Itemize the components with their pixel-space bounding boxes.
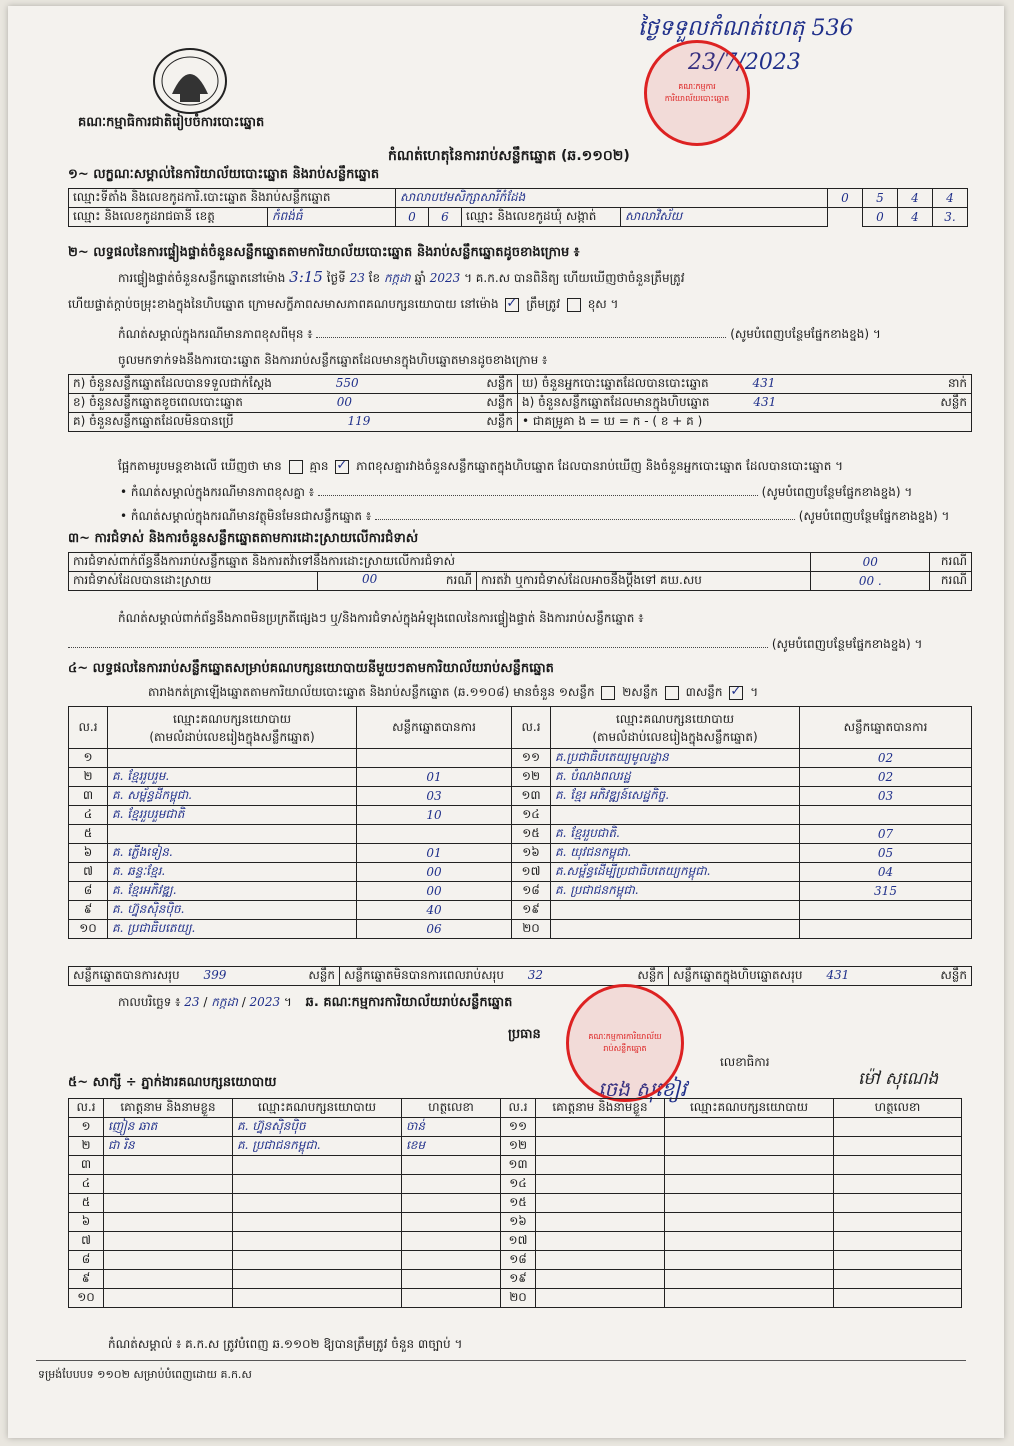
section-5-heading: ៥~ សាក្សី ÷ ភ្នាក់ងារគណបក្សនយោបាយ — [68, 1075, 277, 1090]
two-sheets-checkbox[interactable] — [665, 686, 679, 700]
witness-row — [69, 1251, 962, 1270]
date-year[interactable]: 2023 — [249, 995, 281, 1009]
station-code-4[interactable]: 4 — [933, 189, 968, 208]
witness-party[interactable] — [233, 1251, 402, 1270]
witness-no: ៣ — [69, 1156, 104, 1175]
witness-name[interactable] — [104, 1270, 233, 1289]
verify-time[interactable]: 3:15 — [289, 268, 323, 286]
party-votes[interactable] — [800, 806, 972, 825]
witness-name[interactable] — [104, 1156, 233, 1175]
witness-row — [69, 1232, 962, 1251]
witness-no: ១៤ — [501, 1175, 536, 1194]
party-votes[interactable]: 01 — [357, 768, 512, 787]
section-3-note-line: (សូមបំពេញបន្ថែមផ្នែកខាងខ្នង) ។ — [68, 636, 968, 654]
section-2-heading: ២~ លទ្ធផលនៃការផ្ទៀងផ្ទាត់ចំនួនសន្លឹកឆ្នោតតាមការិយាល័យបោះឆ្នោត និងរាប់សន្លឹកឆ្នោតដូចខាងក្រោម ៖ — [68, 245, 580, 260]
party-name[interactable]: គ. ឆន្ទៈខ្មែរ. — [108, 863, 357, 882]
party-name[interactable]: គ. ខ្មែររួបជាតិ. — [551, 825, 800, 844]
witness-row — [69, 1137, 962, 1156]
total-invalid[interactable]: 32 — [527, 968, 544, 982]
section-1-heading: ១~ លក្ខណៈសម្គាល់នៃការិយាល័យបោះឆ្នោត និងរាប់សន្លឹកឆ្នោត — [68, 167, 380, 182]
party-votes[interactable] — [800, 920, 972, 939]
witness-sig[interactable] — [402, 1251, 501, 1270]
committee-label: ឆ. គណៈកម្មការការិយាល័យរាប់សន្លឹកឆ្នោត — [305, 995, 513, 1010]
station-code-1[interactable]: 0 — [828, 189, 863, 208]
form-title: កំណត់ហេតុនៃការរាប់សន្លឹកឆ្នោត (ឆ.១១០២) — [388, 148, 630, 164]
witness-no: ១៨ — [501, 1251, 536, 1270]
witness-no: ២០ — [501, 1289, 536, 1308]
unused-ballots[interactable]: 119 — [347, 414, 371, 428]
witness-no: ១៣ — [501, 1156, 536, 1175]
party-row — [69, 749, 972, 768]
witness-no: ១២ — [501, 1137, 536, 1156]
witness-empty-cell[interactable] — [834, 1232, 962, 1251]
national-emblem-icon — [150, 46, 230, 116]
witness-empty-cell[interactable] — [536, 1194, 665, 1213]
witness-empty-cell[interactable] — [536, 1118, 665, 1137]
witness-name[interactable] — [104, 1232, 233, 1251]
verify-day[interactable]: 23 — [349, 271, 365, 285]
witness-sig[interactable] — [402, 1289, 501, 1308]
party-name[interactable]: គ. ប្រជាជនកម្ពុជា. — [551, 882, 800, 901]
witness-empty-cell[interactable] — [536, 1175, 665, 1194]
row-number: ៧ — [69, 863, 108, 882]
witness-name[interactable]: ញៀន ឆាត — [104, 1118, 233, 1137]
polling-station-label: ឈ្មោះទីតាំង និងលេខកូដការិ.បោះឆ្នោត និងរាប់សន្លឹកឆ្នោត — [69, 189, 396, 208]
row-number: ៦ — [69, 844, 108, 863]
witness-no: ១៩ — [501, 1270, 536, 1289]
difference-check-line: ផ្អែកតាមរូបមន្តខាងលើ ឃើញថា មាន គ្មាន ✓ ភាពខុសគ្នារវាងចំនួនសន្លឹកឆ្នោតក្នុងហិបឆ្នោត ដែលបានរាប់ឃើញ និងចំនួនអ្នកបោះឆ្នោត ដែលបានបោះឆ្នោត ។ — [118, 458, 843, 476]
party-votes[interactable]: 01 — [357, 844, 512, 863]
party-votes[interactable]: 10 — [357, 806, 512, 825]
witness-empty-cell[interactable] — [536, 1213, 665, 1232]
witness-name[interactable] — [104, 1213, 233, 1232]
witness-party[interactable] — [233, 1232, 402, 1251]
witness-row — [69, 1175, 962, 1194]
party-name[interactable]: គ. ខ្មែររួបរួមជាតិ — [108, 806, 357, 825]
row-number: ៤ — [69, 806, 108, 825]
witness-empty-cell[interactable] — [665, 1251, 834, 1270]
station-code-2[interactable]: 5 — [863, 189, 898, 208]
witness-empty-cell[interactable] — [834, 1194, 962, 1213]
witness-empty-cell[interactable] — [536, 1251, 665, 1270]
party-row — [69, 825, 972, 844]
ballot-counts-table: ក) ចំនួនសន្លឹកឆ្នោតដែលបានទទួលជាក់ស្ដែង 550 សន្លឹក ឃ) ចំនួនអ្នកបោះឆ្នោតដែលបានបោះឆ្នោត 431 នាក់ ខ) ចំនួនសន្លឹកឆ្នោតខូចពេលបោះឆ្នោត 00 សន្លឹក ង) ចំនួនសន្លឹកឆ្នោតដែលមានក្នុងហិបឆ្នោត 431 សន្លឹក គ) ចំនួនសន្លឹកឆ្នោតដែលមិនបានប្រើ 119 សន្លឹក • ជាគម្រូគា ង = ឃ = ក - ( ខ + គ ) — [68, 374, 972, 432]
party-votes[interactable]: 07 — [800, 825, 972, 844]
witness-sig[interactable] — [402, 1213, 501, 1232]
commune-code-2[interactable]: 4 — [898, 208, 933, 227]
witness-sig[interactable] — [402, 1156, 501, 1175]
received-ballots[interactable]: 550 — [335, 376, 359, 390]
witness-empty-cell[interactable] — [665, 1137, 834, 1156]
chair-signature[interactable]: ចេង សុខៀវ — [598, 1077, 687, 1101]
witness-empty-cell[interactable] — [834, 1118, 962, 1137]
witness-sig[interactable] — [402, 1232, 501, 1251]
difference-note-line: កំណត់សម្គាល់ក្នុងករណីមានភាពខុសពីមុន ៖ (សូមបំពេញបន្ថែមផ្នែកខាងខ្នង) ។ — [118, 327, 881, 341]
party-votes[interactable]: 03 — [800, 787, 972, 806]
row-number: ៨ — [69, 882, 108, 901]
witness-empty-cell[interactable] — [536, 1289, 665, 1308]
witness-empty-cell[interactable] — [834, 1175, 962, 1194]
section-5-note: កំណត់សម្គាល់ ៖ គ.ក.ស ត្រូវបំពេញ ឆ.១១០២ ឱ្យបានត្រឹមត្រូវ ចំនួន ៣ច្បាប់ ។ — [108, 1337, 463, 1351]
row-number: ១១ — [512, 749, 551, 768]
commune-value[interactable]: សាលាវិស័យ — [620, 208, 686, 226]
section-3-note: កំណត់សម្គាល់ពាក់ព័ន្ធនឹងភាពមិនប្រក្រតីផ្សេងៗ ឬ/និងការជំទាស់ក្នុងអំឡុងពេលនៃការផ្ទៀងផ្ទាត់ និងការរាប់សន្លឹកឆ្នោត ៖ — [118, 611, 644, 625]
party-votes[interactable]: 06 — [357, 920, 512, 939]
party-name[interactable]: គ.សម្ព័ន្ធដើម្បីប្រជាធិបតេយ្យកម្ពុជា. — [551, 863, 800, 882]
witness-party[interactable]: គ. ប្រជាជនកម្ពុជា. — [233, 1137, 402, 1156]
party-name[interactable]: គ. ខ្មែរអភិវឌ្ឍ. — [108, 882, 357, 901]
row-number: ១៣ — [512, 787, 551, 806]
witness-no: ១៦ — [501, 1213, 536, 1232]
witness-no: ៥ — [69, 1194, 104, 1213]
party-row — [69, 882, 972, 901]
verify-month[interactable]: កក្កដា — [383, 271, 411, 285]
witness-row — [69, 1156, 962, 1175]
bullet-difference-note: • កំណត់សម្គាល់ក្នុងករណីមានភាពខុសគ្នា ៖ (សូមបំពេញបន្ថែមផ្នែកខាងខ្នង) ។ — [120, 485, 913, 499]
witness-no: ៧ — [69, 1232, 104, 1251]
top-stamp-text: គណៈកម្មការការិយាល័យបោះឆ្នោត — [664, 82, 730, 103]
witness-party[interactable]: គ. ហ្វ៊ុនស៊ិនប៉ិច — [233, 1118, 402, 1137]
witness-table: ល.រ គោត្តនាម និងនាមខ្លួន ឈ្មោះគណបក្សនយោបាយ ហត្ថលេខា ល.រ គោត្តនាម និងនាមខ្លួន ឈ្មោះគណបក្សនយោបាយ ហត្ថលេខា ១ ញៀន ឆាត គ. ហ្វ៊ុនស៊ិនប៉ិច ចាន់ ១១ ២ ជា រិន គ. ប្រជាជនកម្ពុជា. ខេម ១២ ៣ ១៣ ៤ ១៤ ៥ ១៥ ៦ ១៦ ៧ ១៧ ៨ ១៨ ៩ ១៩ ១០ ២០ — [68, 1098, 962, 1308]
witness-no: ៦ — [69, 1213, 104, 1232]
witness-name[interactable] — [104, 1251, 233, 1270]
witness-sig[interactable] — [402, 1175, 501, 1194]
witness-empty-cell[interactable] — [834, 1137, 962, 1156]
no-difference-checkbox[interactable] — [335, 460, 349, 474]
witness-empty-cell[interactable] — [665, 1270, 834, 1289]
three-sheets-checkbox[interactable] — [729, 686, 743, 700]
party-votes[interactable] — [357, 825, 512, 844]
party-row — [69, 806, 972, 825]
row-number: ១ — [69, 749, 108, 768]
date-line: កាលបរិច្ឆេទ ៖ 23 / កក្កដា / 2023 ។ ឆ. គណៈកម្មការការិយាល័យរាប់សន្លឹកឆ្នោត — [118, 995, 513, 1010]
total-in-box[interactable]: 431 — [826, 968, 850, 982]
row-number: ១៥ — [512, 825, 551, 844]
witness-sig[interactable] — [402, 1194, 501, 1213]
party-name[interactable] — [551, 806, 800, 825]
ballots-in-box[interactable]: 431 — [753, 395, 777, 409]
province-value[interactable]: កំពង់ធំ — [267, 208, 386, 226]
party-votes[interactable]: 00 — [357, 863, 512, 882]
row-number: ១២ — [512, 768, 551, 787]
org-name: គណៈកម្មាធិការជាតិរៀបចំការបោះឆ្នោត — [78, 115, 265, 130]
party-votes[interactable]: 02 — [800, 749, 972, 768]
row-number: ២ — [69, 768, 108, 787]
witness-empty-cell[interactable] — [834, 1213, 962, 1232]
appeal-count[interactable]: 00 . — [811, 572, 930, 591]
bullet-object-note: • កំណត់សម្គាល់ក្នុងករណីមានវត្ថុមិនមែនជាសន្លឹកឆ្នោត ៖ (សូមបំពេញបន្ថែមផ្នែកខាងខ្នង) ។ — [120, 509, 950, 523]
party-name[interactable]: គ. ភ្លើងទៀន. — [108, 844, 357, 863]
party-row — [69, 787, 972, 806]
top-received-date: 23/7/2023 — [688, 50, 801, 75]
top-received-note: ថ្ងៃទទួលកំណត់ហេតុ 536 — [638, 16, 854, 41]
witness-no: ៨ — [69, 1251, 104, 1270]
section-4-heading: ៤~ លទ្ធផលនៃការរាប់សន្លឹកឆ្នោតសម្រាប់គណបក្សនយោបាយនីមួយៗតាមការិយាល័យរាប់សន្លឹកឆ្នោត — [68, 661, 554, 676]
party-row — [69, 920, 972, 939]
row-number: ១៧ — [512, 863, 551, 882]
witness-no: ១៥ — [501, 1194, 536, 1213]
witness-no: ១៧ — [501, 1232, 536, 1251]
party-name[interactable] — [108, 825, 357, 844]
witness-row — [69, 1194, 962, 1213]
witness-sig[interactable]: ខេម — [402, 1137, 501, 1156]
party-row — [69, 768, 972, 787]
witness-no: ១១ — [501, 1118, 536, 1137]
polling-station-value[interactable]: សាលាបឋមសិក្សាសារីកំដែង — [396, 189, 828, 208]
witness-empty-cell[interactable] — [536, 1137, 665, 1156]
witness-party[interactable] — [233, 1289, 402, 1308]
witness-empty-cell[interactable] — [665, 1118, 834, 1137]
spoiled-ballots[interactable]: 00 — [336, 395, 353, 409]
commune-code-3[interactable]: 3. — [933, 208, 968, 227]
party-name[interactable] — [551, 901, 800, 920]
witness-name[interactable] — [104, 1289, 233, 1308]
row-number: ១៩ — [512, 901, 551, 920]
witness-empty-cell[interactable] — [665, 1156, 834, 1175]
section-1-table — [68, 188, 968, 227]
witness-party[interactable] — [233, 1213, 402, 1232]
one-sheet-checkbox[interactable] — [601, 686, 615, 700]
party-row — [69, 844, 972, 863]
top-red-stamp — [644, 40, 750, 146]
witness-row — [69, 1213, 962, 1232]
date-month[interactable]: កក្កដា — [211, 995, 238, 1009]
witness-no: ២ — [69, 1137, 104, 1156]
party-name[interactable]: គ. ខ្មែររួបរួម. — [108, 768, 357, 787]
witness-name[interactable]: ជា រិន — [104, 1137, 233, 1156]
party-name[interactable]: គ. ហ្វ៊ុនស៊ិនប៉ិច. — [108, 901, 357, 920]
party-name[interactable]: គ. ខ្មែរ​ អភិវឌ្ឍន៍សេដ្ឋកិច្ច. — [551, 787, 800, 806]
witness-name[interactable] — [104, 1175, 233, 1194]
witness-no: ៩ — [69, 1270, 104, 1289]
witness-empty-cell[interactable] — [834, 1289, 962, 1308]
witness-sig[interactable]: ចាន់ — [402, 1118, 501, 1137]
witness-empty-cell[interactable] — [834, 1270, 962, 1289]
party-votes[interactable]: 04 — [800, 863, 972, 882]
ballot-count-form — [8, 6, 1004, 1438]
party-name[interactable] — [108, 749, 357, 768]
witness-empty-cell[interactable] — [536, 1270, 665, 1289]
formula: • ជាគម្រូគា ង = ឃ = ក - ( ខ + គ ) — [522, 414, 703, 428]
commune-code-1[interactable]: 0 — [863, 208, 898, 227]
secretary-label: លេខាធិការ — [720, 1055, 770, 1069]
verification-line-2: ហើយផ្ទាត់ក្ដាប់ចម្រុះខាងក្នុងនៃហិបឆ្នោត ក្រោមសក្ខីភាពសមាសភាពគណបក្សនយោបាយ នៅម៉ោង ✓ ត្រឹមត្រូវ ខុស ។ — [68, 296, 618, 314]
party-results-table: ល.រ ឈ្មោះគណបក្សនយោបាយ (តាមលំដាប់លេខរៀងក្នុងសន្លឹកឆ្នោត) សន្លឹកឆ្នោតបានការ ល.រ ឈ្មោះគណបក្សនយោបាយ (តាមលំដាប់លេខរៀងក្នុងសន្លឹកឆ្នោត) សន្លឹកឆ្នោតបានការ ១ ១១ គ.ប្រជាធិបតេយ្យមូលដ្ឋាន 02 ២ គ. ខ្មែររួបរួម. 01 ១២ គ. បំណងពលរដ្ឋ 02 ៣ គ. សម្ព័ន្ធដីកម្ពុជា. 03 ១៣ គ. ខ្មែរ​ អភិវឌ្ឍន៍សេដ្ឋកិច្ច. 03 ៤ គ. ខ្មែររួបរួមជាតិ 10 ១៤ ៥ ១៥ គ. ខ្មែររួបជាតិ. 07 ៦ គ. ភ្លើងទៀន. 01 ១៦ គ. យុវជនកម្ពុជា. 05 ៧ គ. ឆន្ទៈខ្មែរ. 00 ១៧ គ.សម្ព័ន្ធដើម្បីប្រជាធិបតេយ្យកម្ពុជា. 04 ៨ គ. ខ្មែរអភិវឌ្ឍ. 00 ១៨ គ. ប្រជាជនកម្ពុជា. 315 ៩ គ. ហ្វ៊ុនស៊ិនប៉ិច. 40 ១៩ ១០ គ. ប្រជាធិបតេយ្យ. 06 ២០ — [68, 706, 972, 939]
fill-hint: (សូមបំពេញបន្ថែមផ្នែកខាងខ្នង) ។ — [730, 327, 881, 341]
witness-party[interactable] — [233, 1270, 402, 1289]
section-4-sub: តារាងកត់ត្រាឡើងឆ្នោតតាមការិយាល័យបោះឆ្នោត និងរាប់សន្លឹកឆ្នោត (ឆ.១១០៨) មានចំនួន ១សន្លឹក ២សន្លឹក ៣សន្លឹក ✓ ។ — [148, 684, 758, 702]
resolved-count[interactable]: 00 — [362, 572, 378, 586]
row-number: ១០ — [69, 920, 108, 939]
date-day[interactable]: 23 — [184, 995, 200, 1009]
wrong-checkbox[interactable] — [567, 298, 581, 312]
secretary-signature[interactable]: ម៉ៅ សុណេង — [858, 1069, 939, 1089]
witness-party[interactable] — [233, 1156, 402, 1175]
party-name[interactable]: គ. សម្ព័ន្ធដីកម្ពុជា. — [108, 787, 357, 806]
party-name[interactable] — [551, 920, 800, 939]
station-code-3[interactable]: 4 — [898, 189, 933, 208]
party-row — [69, 863, 972, 882]
voters-voted[interactable]: 431 — [752, 376, 776, 390]
section-2-sub: ចូលមកទាក់ទងនឹងការបោះឆ្នោត និងការរាប់សន្លឹកឆ្នោតដែលមានក្នុងហិបឆ្នោតមានដូចខាងក្រោម ៖ — [118, 353, 548, 367]
province-label: ឈ្មោះ និងលេខកូដរាជធានី ខេត្ត — [73, 209, 215, 223]
party-votes[interactable]: 315 — [800, 882, 972, 901]
party-votes[interactable]: 40 — [357, 901, 512, 920]
section-3-heading: ៣~ ការជំទាស់ និងការចំនួនសន្លឹកឆ្នោតតាមការដោះស្រាយលើការជំទាស់ — [68, 531, 419, 546]
mid-stamp-text: គណៈកម្មការការិយាល័យរាប់សន្លឹកឆ្នោត — [588, 1032, 662, 1053]
witness-empty-cell[interactable] — [665, 1194, 834, 1213]
witness-row — [69, 1118, 962, 1137]
witness-empty-cell[interactable] — [834, 1251, 962, 1270]
verification-line-1: ការផ្ទៀងផ្ទាត់ចំនួនសន្លឹកឆ្នោតនៅម៉ោង 3:15 ថ្ងៃទី 23 ខែ កក្កដា ឆ្នាំ 2023 ។ គ.ក.ស បានពិនិត្យ ហើយឃើញថាចំនួនត្រឹមត្រូវ — [118, 268, 685, 286]
row-number: ១៤ — [512, 806, 551, 825]
row-number: ៣ — [69, 787, 108, 806]
total-valid[interactable]: 399 — [203, 968, 227, 982]
witness-no: ១០ — [69, 1289, 104, 1308]
party-votes[interactable] — [357, 749, 512, 768]
committee-red-stamp — [566, 984, 684, 1102]
party-votes[interactable]: 05 — [800, 844, 972, 863]
witness-row — [69, 1289, 962, 1308]
party-name[interactable]: គ. យុវជនកម្ពុជា. — [551, 844, 800, 863]
province-code-2[interactable]: 6 — [429, 208, 462, 227]
witness-empty-cell[interactable] — [665, 1232, 834, 1251]
row-number: ២០ — [512, 920, 551, 939]
verify-year[interactable]: 2023 — [429, 271, 461, 285]
party-votes[interactable]: 02 — [800, 768, 972, 787]
totals-table: សន្លឹកឆ្នោតបានការសរុប 399 សន្លឹក សន្លឹកឆ្នោតមិនបានការពេលរាប់សរុប 32 សន្លឹក សន្លឹកឆ្នោតក្នុងហិបឆ្នោតសរុប 431 សន្លឹក — [68, 966, 972, 986]
party-votes[interactable] — [800, 901, 972, 920]
province-code-1[interactable]: 0 — [396, 208, 429, 227]
party-row — [69, 901, 972, 920]
row-number: ៥ — [69, 825, 108, 844]
chair-label: ប្រធាន — [508, 1027, 541, 1042]
witness-sig[interactable] — [402, 1270, 501, 1289]
witness-party[interactable] — [233, 1175, 402, 1194]
party-name[interactable]: គ.ប្រជាធិបតេយ្យមូលដ្ឋាន — [551, 749, 800, 768]
objections-count[interactable]: 00 — [811, 553, 930, 572]
witness-empty-cell[interactable] — [536, 1232, 665, 1251]
witness-no: ៤ — [69, 1175, 104, 1194]
party-name[interactable]: គ. ប្រជាធិបតេយ្យ. — [108, 920, 357, 939]
witness-empty-cell[interactable] — [834, 1156, 962, 1175]
witness-row — [69, 1270, 962, 1289]
party-votes[interactable]: 03 — [357, 787, 512, 806]
witness-empty-cell[interactable] — [665, 1213, 834, 1232]
row-number: ១៦ — [512, 844, 551, 863]
commune-label: ឈ្មោះ និងលេខកូដឃុំ សង្កាត់ — [466, 209, 597, 223]
witness-name[interactable] — [104, 1194, 233, 1213]
row-number: ៩ — [69, 901, 108, 920]
witness-empty-cell[interactable] — [665, 1289, 834, 1308]
objections-table: ការជំទាស់ពាក់ព័ន្ធនឹងការរាប់សន្លឹកឆ្នោត និងការតវ៉ាទៅនឹងការដោះស្រាយលើការជំទាស់ 00 ករណី ការជំទាស់ដែលបានដោះស្រាយ 00 ករណី ការតវ៉ា ឬការជំទាស់ដែលអាចនឹងប្ដឹងទៅ គឃ.សប 00 . ករណី — [68, 552, 972, 591]
party-name[interactable]: គ. បំណងពលរដ្ឋ — [551, 768, 800, 787]
witness-empty-cell[interactable] — [665, 1175, 834, 1194]
witness-party[interactable] — [233, 1194, 402, 1213]
witness-no: ១ — [69, 1118, 104, 1137]
party-votes[interactable]: 00 — [357, 882, 512, 901]
witness-empty-cell[interactable] — [536, 1156, 665, 1175]
row-number: ១៨ — [512, 882, 551, 901]
correct-checkbox[interactable] — [505, 298, 519, 312]
form-footer: ទម្រង់បែបបទ ១១០២ សម្រាប់បំពេញដោយ គ.ក.ស — [38, 1368, 252, 1381]
has-difference-checkbox[interactable] — [289, 460, 303, 474]
